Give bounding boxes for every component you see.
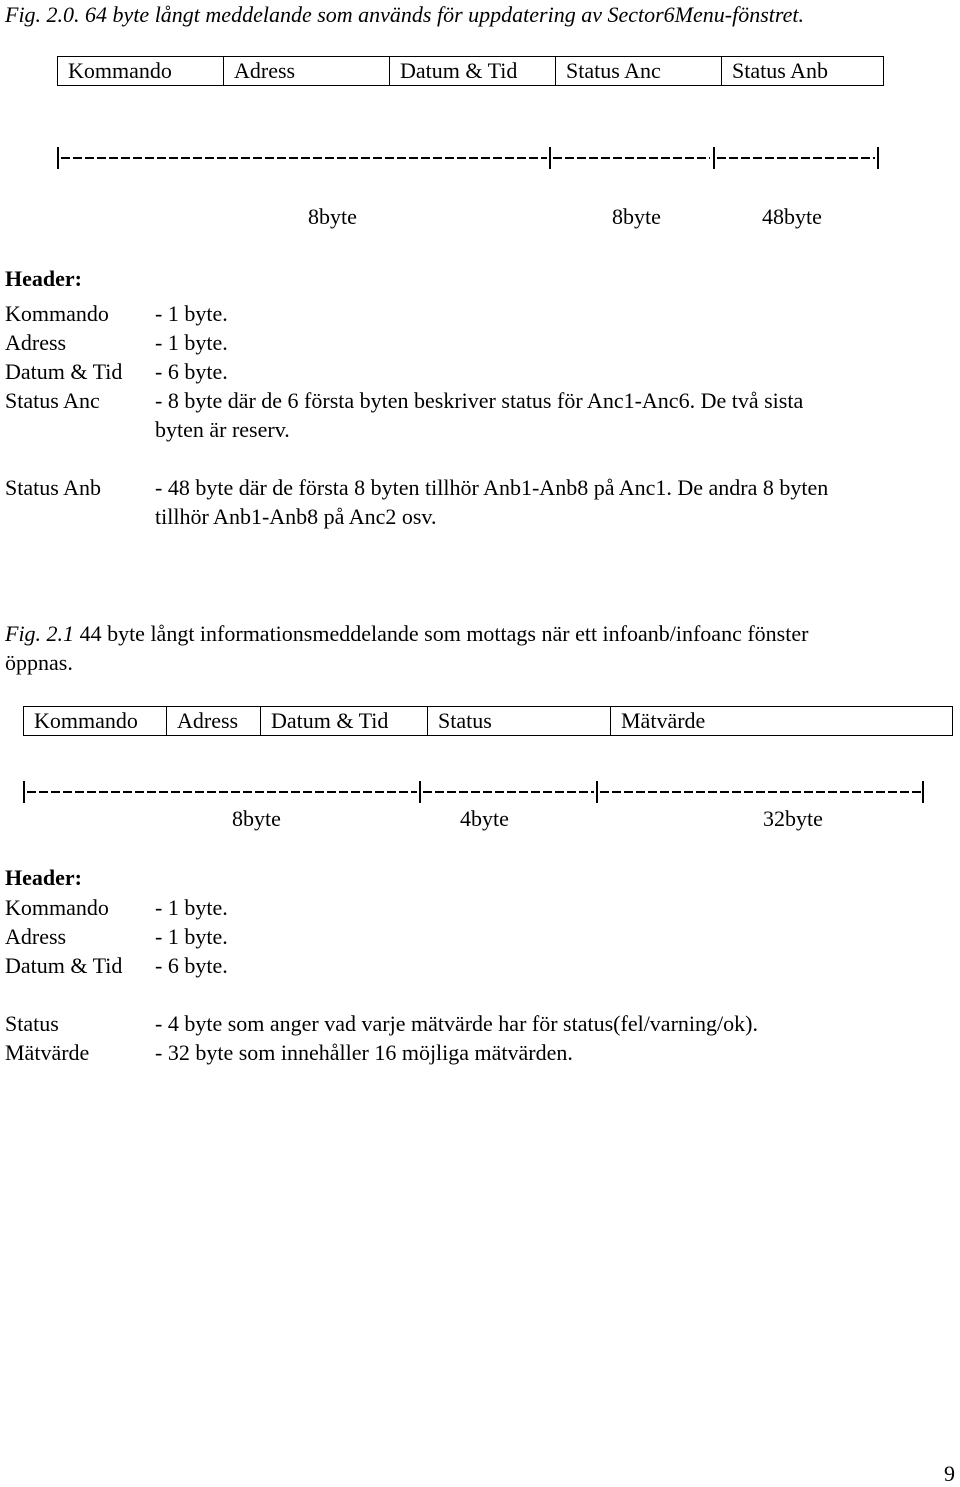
ruler-divider (57, 147, 59, 169)
field-value: - 48 byte där de första 8 byten tillhör Anb1-Anb8 på Anc1. De andra 8 byten (155, 475, 829, 500)
figure-1-message-table (57, 56, 884, 86)
field-value: - 6 byte. (155, 359, 228, 384)
ruler-divider (596, 781, 598, 803)
field-value: - 1 byte. (155, 301, 228, 326)
header-title: Header: (5, 266, 82, 291)
field-label: Datum & Tid (5, 359, 123, 384)
field-value: - 4 byte som anger vad varje mätvärde har för status(fel/varning/ok). (155, 1011, 758, 1036)
column-kommando: Kommando (58, 57, 224, 86)
ruler-divider (23, 781, 25, 803)
column-adress: Adress (167, 707, 261, 736)
ruler-segment (27, 791, 417, 793)
figure-2-message-table (23, 706, 953, 736)
ruler-divider (549, 147, 551, 169)
figure-1-caption: Fig. 2.0. 64 byte långt meddelande som används för uppdatering av Sector6Menu-fönstret. (5, 2, 805, 27)
size-label: 4byte (460, 806, 509, 831)
field-value: - 1 byte. (155, 330, 228, 355)
figure-2-caption-text: 44 byte långt informationsmeddelande som mottags när ett infoanb/infoanc fönster (74, 621, 809, 646)
ruler-divider (922, 781, 924, 803)
field-label: Kommando (5, 895, 109, 920)
column-adress: Adress (224, 57, 390, 86)
ruler-divider (877, 147, 879, 169)
ruler-segment (717, 157, 875, 159)
size-label: 48byte (762, 204, 822, 229)
figure-2-caption (5, 623, 808, 645)
field-label: Adress (5, 924, 67, 949)
size-label: 8byte (612, 204, 661, 229)
column-status-anb: Status Anb (722, 57, 884, 86)
size-label: 32byte (763, 806, 823, 831)
column-kommando: Kommando (24, 707, 167, 736)
field-value: - 1 byte. (155, 924, 228, 949)
field-label: Status Anc (5, 388, 100, 413)
field-value-continued: tillhör Anb1-Anb8 på Anc2 osv. (155, 504, 437, 529)
ruler-segment (600, 791, 921, 793)
field-value-continued: byten är reserv. (155, 417, 290, 442)
header-title: Header: (5, 865, 82, 890)
page-number: 9 (944, 1461, 955, 1486)
table-row (58, 57, 884, 86)
ruler-segment (423, 791, 594, 793)
figure-2-caption-continued: öppnas. (5, 650, 73, 675)
table-row (24, 707, 953, 736)
field-label: Datum & Tid (5, 953, 123, 978)
field-label: Adress (5, 330, 67, 355)
figure-1-size-ruler (57, 147, 879, 169)
column-status: Status (428, 707, 611, 736)
figure-2-caption-prefix: Fig. 2.1 (5, 621, 75, 646)
column-matvarde: Mätvärde (611, 707, 953, 736)
ruler-segment (61, 157, 547, 159)
size-label: 8byte (232, 806, 281, 831)
field-value: - 1 byte. (155, 895, 228, 920)
field-label: Kommando (5, 301, 109, 326)
ruler-divider (713, 147, 715, 169)
size-label: 8byte (308, 204, 357, 229)
figure-2-size-ruler (23, 781, 925, 803)
column-datum-tid: Datum & Tid (261, 707, 428, 736)
field-value: - 32 byte som innehåller 16 möjliga mätvärden. (155, 1040, 573, 1065)
field-label: Mätvärde (5, 1040, 90, 1065)
column-status-anc: Status Anc (556, 57, 722, 86)
field-value: - 6 byte. (155, 953, 228, 978)
field-label: Status Anb (5, 475, 101, 500)
ruler-segment (553, 157, 710, 159)
column-datum-tid: Datum & Tid (390, 57, 556, 86)
field-value: - 8 byte där de 6 första byten beskriver status för Anc1-Anc6. De två sista (155, 388, 804, 413)
ruler-divider (419, 781, 421, 803)
field-label: Status (5, 1011, 59, 1036)
